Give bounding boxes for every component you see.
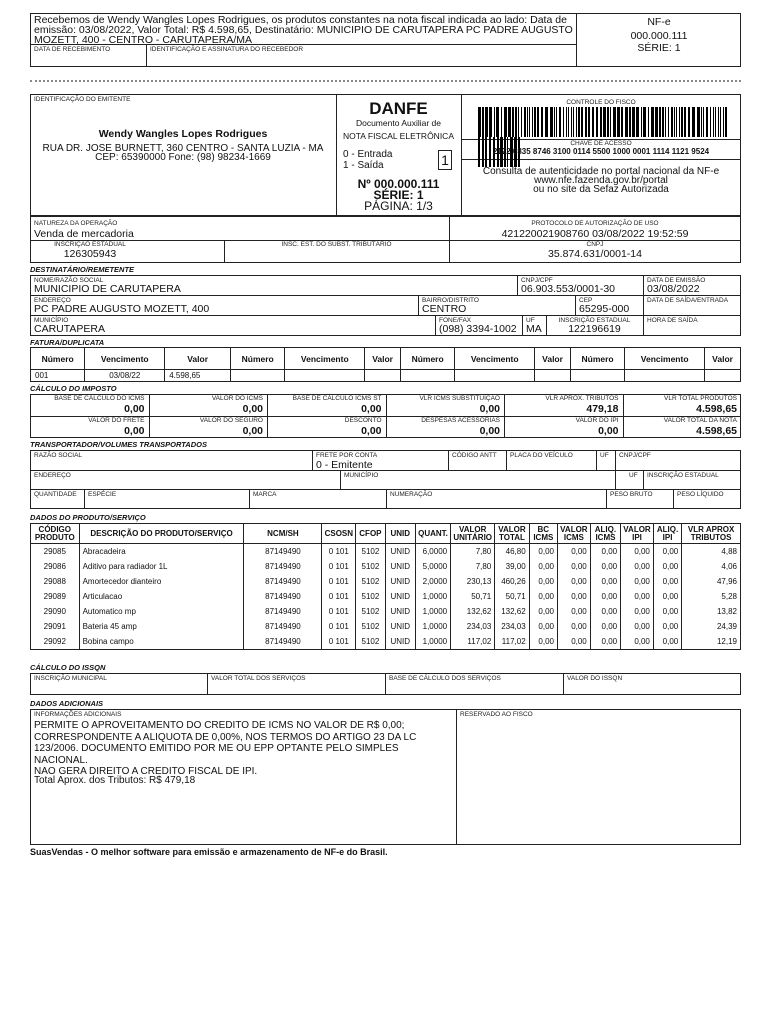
district-label: BAIRRO/DISTRITO xyxy=(422,297,479,304)
product-cell: 0,00 xyxy=(653,559,681,574)
table-row xyxy=(31,559,741,574)
product-cell: 7,80 xyxy=(451,544,495,560)
product-cell: 0,00 xyxy=(590,604,620,619)
tax-label: BASE DE CÁLCULO DO ICMS xyxy=(54,395,145,402)
product-cell: 0 101 xyxy=(322,589,356,604)
product-cell: 5,28 xyxy=(682,589,741,604)
recipient-section-title: DESTINATÁRIO/REMETENTE xyxy=(30,265,135,274)
product-cell: 4,88 xyxy=(682,544,741,560)
product-cell: 0 101 xyxy=(322,634,356,650)
product-cell: 0,00 xyxy=(621,574,654,589)
product-cell: 5102 xyxy=(356,574,385,589)
phone-label: FONE/FAX xyxy=(439,317,472,324)
district: CENTRO xyxy=(422,303,467,315)
plate-label: PLACA DO VEÍCULO xyxy=(510,452,573,459)
tax-label: DESPESAS ACESSÓRIAS xyxy=(421,417,500,424)
tax-value: 0,00 xyxy=(598,425,619,437)
issuer-name: Wendy Wangles Lopes Rodrigues xyxy=(98,128,268,140)
carrier-city-label: MUNICÍPIO xyxy=(344,472,379,479)
protocol-label: PROTOCOLO DE AUTORIZAÇÃO DE USO xyxy=(531,220,659,227)
product-col-header xyxy=(31,524,80,544)
cut-line xyxy=(30,80,741,82)
table-row xyxy=(31,574,741,589)
exit-date-label: DATA DE SAÍDA/ENTRADA xyxy=(647,297,729,304)
recipient-cnpj: 06.903.553/0001-30 xyxy=(521,283,616,295)
product-cell: 0,00 xyxy=(621,634,654,650)
product-cell: Amortecedor dianteiro xyxy=(79,574,244,589)
product-cell: 0,00 xyxy=(621,619,654,634)
product-col-header-line: TRIBUTOS xyxy=(690,532,732,542)
product-col-header xyxy=(322,524,356,544)
invoice-col-header: Número xyxy=(31,348,85,370)
city-label: MUNICÍPIO xyxy=(34,317,69,324)
product-cell: 50,71 xyxy=(495,589,529,604)
product-cell: 29086 xyxy=(31,559,80,574)
danfe-series: SÉRIE: 1 xyxy=(373,188,424,202)
species-label: ESPÉCIE xyxy=(88,491,117,498)
receipt-date-label: DATA DE RECEBIMENTO xyxy=(34,46,111,53)
product-cell: 87149490 xyxy=(244,634,322,650)
product-cell: 46,80 xyxy=(495,544,529,560)
cep-label: CEP xyxy=(579,297,593,304)
receiver-signature-label: IDENTIFICAÇÃO E ASSINATURA DO RECEBEDOR xyxy=(150,46,304,53)
issuer-cep-phone: CEP: 65390000 Fone: (98) 98234-1669 xyxy=(95,152,271,163)
product-col-header-line: CÓDIGO xyxy=(38,524,71,534)
product-cell: 1,0000 xyxy=(415,634,450,650)
product-col-header xyxy=(653,524,681,544)
tax-total-note: Total Aprox. dos Tributos: R$ 479,18 xyxy=(34,775,196,786)
recipient-name: MUNICIPIO DE CARUTAPERA xyxy=(34,283,181,295)
issue-date-label: DATA DE EMISSÃO xyxy=(647,277,706,284)
product-cell: 234,03 xyxy=(451,619,495,634)
product-cell: 0 101 xyxy=(322,559,356,574)
invoice-col-header: Valor xyxy=(365,348,401,370)
additional-section-title: DADOS ADICIONAIS xyxy=(30,699,104,708)
product-col-header-line: IPI xyxy=(632,532,642,542)
issqn-section-title: CÁLCULO DO ISSQN xyxy=(30,663,106,672)
state-registration-label: INSCRIÇÃO ESTADUAL xyxy=(54,241,126,248)
issuer-cnpj-label: CNPJ xyxy=(586,241,604,248)
tax-label: BASE DE CÁLCULO ICMS ST xyxy=(292,395,382,402)
product-cell: 87149490 xyxy=(244,589,322,604)
product-cell: 1,0000 xyxy=(415,619,450,634)
product-cell: 29090 xyxy=(31,604,80,619)
sefaz-text: ou no site da Sefaz Autorizada xyxy=(533,184,669,195)
recipient-ie-label: INSCRIÇÃO ESTADUAL xyxy=(558,317,631,324)
product-cell: 0,00 xyxy=(653,604,681,619)
product-cell: 5102 xyxy=(356,619,385,634)
issuer-caption: IDENTIFICAÇÃO DO EMITENTE xyxy=(34,96,131,103)
product-cell: 132,62 xyxy=(495,604,529,619)
table-row xyxy=(31,634,741,650)
danfe-page: PÁGINA: 1/3 xyxy=(364,199,433,213)
product-col-header-line: VALOR xyxy=(623,524,651,534)
auth-check-text: Consulta de autenticidade no portal nacional da NF-e xyxy=(482,166,720,177)
carrier-name-label: RAZÃO SOCIAL xyxy=(34,452,83,459)
tax-label: VLR TOTAL PRODUTOS xyxy=(664,395,737,402)
product-cell: UNID xyxy=(385,544,415,560)
access-key-barcode xyxy=(478,107,728,137)
product-col-header-line: PRODUTO xyxy=(34,532,75,542)
product-cell: 0 101 xyxy=(322,619,356,634)
product-cell: UNID xyxy=(385,634,415,650)
state-registration: 126305943 xyxy=(63,248,117,260)
product-cell: 0,00 xyxy=(590,634,620,650)
product-cell: 0 101 xyxy=(322,574,356,589)
product-col-header-line: ICMS xyxy=(595,532,616,542)
issue-date: 03/08/2022 xyxy=(647,283,700,295)
tax-value: 0,00 xyxy=(361,425,382,437)
product-col-header-line: DESCRIÇÃO DO PRODUTO/SERVIÇO xyxy=(90,528,233,538)
product-cell: 0,00 xyxy=(557,589,590,604)
recipient-name-label: NOME/RAZÃO SOCIAL xyxy=(34,277,104,284)
product-cell: 0,00 xyxy=(557,619,590,634)
product-cell: 29085 xyxy=(31,544,80,560)
product-cell: 0,00 xyxy=(590,559,620,574)
nfe-series: SÉRIE: 1 xyxy=(637,42,681,54)
product-cell: 5102 xyxy=(356,634,385,650)
issqn-value-label: VALOR DO ISSQN xyxy=(567,675,623,682)
tax-value: 0,00 xyxy=(479,403,500,415)
product-cell: 0,00 xyxy=(590,589,620,604)
product-cell: 47,96 xyxy=(682,574,741,589)
issuer-address: RUA DR. JOSE BURNETT, 360 CENTRO - SANTA LUZIA - MA xyxy=(42,143,324,154)
product-cell: 29091 xyxy=(31,619,80,634)
invoice-col-header: Valor xyxy=(165,348,231,370)
product-col-header xyxy=(529,524,557,544)
carrier-uf-label: UF xyxy=(600,452,609,459)
product-col-header xyxy=(415,524,450,544)
additional-info-line: 123/2006. DOCUMENTO EMITIDO POR ME OU EPP OPTANTE PELO SIMPLES NACIONAL. xyxy=(34,743,399,766)
product-cell: 0,00 xyxy=(529,574,557,589)
product-cell: 0,00 xyxy=(529,544,557,560)
invoice-col-header: Vencimento xyxy=(625,348,705,370)
footer-note: SuasVendas - O melhor software para emissão e armazenamento de NF-e do Brasil. xyxy=(30,847,388,857)
product-col-header-line: VALOR xyxy=(560,524,588,534)
brand-label: MARCA xyxy=(253,491,277,498)
product-cell: 132,62 xyxy=(451,604,495,619)
danfe-title: DANFE xyxy=(369,99,428,118)
product-cell: 0,00 xyxy=(621,589,654,604)
product-cell: Automatico mp xyxy=(79,604,244,619)
product-col-header-line: NCM/SH xyxy=(267,528,299,538)
recipient-cnpj-label: CNPJ/CPF xyxy=(521,277,553,284)
invoice-col-header: Vencimento xyxy=(285,348,365,370)
product-cell: 0,00 xyxy=(653,544,681,560)
product-cell: 0,00 xyxy=(557,574,590,589)
product-col-header-line: ICMS xyxy=(563,532,584,542)
product-cell: 234,03 xyxy=(495,619,529,634)
product-cell: 87149490 xyxy=(244,544,322,560)
product-cell: 5,0000 xyxy=(415,559,450,574)
danfe-number: Nº 000.000.111 xyxy=(357,177,440,191)
product-col-header-line: VALOR xyxy=(458,524,487,534)
invoice-number: 001 xyxy=(31,370,85,382)
tax-control-label: CONTROLE DO FISCO xyxy=(566,99,636,106)
antt-label: CÓDIGO ANTT xyxy=(452,452,497,459)
product-cell: 0,00 xyxy=(653,619,681,634)
carrier-ie-label: INSCRIÇÃO ESTADUAL xyxy=(647,472,719,479)
product-cell: 0,00 xyxy=(621,559,654,574)
product-cell: 0,00 xyxy=(557,604,590,619)
receipt-text: Recebemos de Wendy Wangles Lopes Rodrigues, os produtos constantes na nota fiscal indicada ao lado: Data de emissão: 03/08/2022, Valor Total: R$ 4.598,65, Destinatário: MUNICIPIO DE CARUTAPERA PC PADRE AUGUSTO MOZETT, 400 - CENTRO - CARUTAPERA/MA xyxy=(34,14,573,46)
product-col-header-line: UNID xyxy=(390,528,411,538)
danfe-subtitle-1: Documento Auxiliar de xyxy=(355,118,442,128)
product-col-header-line: VALOR xyxy=(498,524,526,534)
reserved-fisco-label: RESERVADO AO FISCO xyxy=(460,711,533,718)
additional-info-label: INFORMAÇÕES ADICIONAIS xyxy=(34,711,122,718)
cep: 65295-000 xyxy=(579,303,630,315)
product-cell: 29092 xyxy=(31,634,80,650)
product-cell: 0,00 xyxy=(529,634,557,650)
product-col-header-line: ALIQ. xyxy=(594,524,617,534)
carrier-uf2-label: UF xyxy=(629,472,638,479)
tax-value: 0,00 xyxy=(124,403,145,415)
city: CARUTAPERA xyxy=(34,323,105,335)
tax-value: 479,18 xyxy=(586,403,619,415)
product-cell: UNID xyxy=(385,619,415,634)
product-cell: 0,00 xyxy=(590,574,620,589)
invoice-col-header: Vencimento xyxy=(455,348,535,370)
product-col-header-line: UNITÁRIO xyxy=(453,532,493,542)
product-cell: 0,00 xyxy=(653,634,681,650)
product-cell: 0 101 xyxy=(322,544,356,560)
product-cell: 24,39 xyxy=(682,619,741,634)
tax-value: 0,00 xyxy=(124,425,145,437)
product-cell: UNID xyxy=(385,574,415,589)
product-cell: 0,00 xyxy=(557,634,590,650)
product-cell: 0,00 xyxy=(529,604,557,619)
product-col-header xyxy=(385,524,415,544)
product-cell: UNID xyxy=(385,589,415,604)
nfe-number: 000.000.111 xyxy=(630,30,688,42)
products-section-title: DADOS DO PRODUTO/SERVIÇO xyxy=(30,513,146,522)
product-cell: 460,26 xyxy=(495,574,529,589)
table-row xyxy=(31,589,741,604)
product-cell: 1,0000 xyxy=(415,604,450,619)
table-row xyxy=(31,544,741,560)
product-cell: 13,82 xyxy=(682,604,741,619)
product-col-header xyxy=(557,524,590,544)
product-cell: Articulacao xyxy=(79,589,244,604)
product-cell: 0,00 xyxy=(557,559,590,574)
invoice-col-header: Valor xyxy=(535,348,571,370)
product-col-header-line: VLR APROX xyxy=(687,524,735,534)
product-cell: 0,00 xyxy=(621,604,654,619)
product-cell: 1,0000 xyxy=(415,589,450,604)
freight: 0 - Emitente xyxy=(316,459,373,471)
services-base-label: BASE DE CÁLCULO DOS SERVIÇOS xyxy=(389,675,501,682)
access-key-label: CHAVE DE ACESSO xyxy=(570,140,632,147)
product-col-header-line: ICMS xyxy=(533,532,554,542)
product-cell: 6,0000 xyxy=(415,544,450,560)
carrier-section-title: TRANSPORTADOR/VOLUMES TRANSPORTADOS xyxy=(30,440,207,449)
product-col-header xyxy=(244,524,322,544)
table-row xyxy=(31,619,741,634)
services-total-label: VALOR TOTAL DOS SERVIÇOS xyxy=(211,675,306,682)
product-cell: 12,19 xyxy=(682,634,741,650)
additional-info-line: PERMITE O APROVEITAMENTO DO CREDITO DE ICMS NO VALOR DE R$ 0,00; xyxy=(34,720,405,731)
tax-value: 0,00 xyxy=(242,425,263,437)
product-col-header-line: ALIQ. xyxy=(656,524,679,534)
product-cell: 0 101 xyxy=(322,604,356,619)
product-col-header-line: TOTAL xyxy=(499,532,525,542)
product-cell: 4,06 xyxy=(682,559,741,574)
product-cell: 5102 xyxy=(356,559,385,574)
product-cell: 230,13 xyxy=(451,574,495,589)
product-cell: 0,00 xyxy=(557,544,590,560)
product-col-header-line: BC xyxy=(537,524,550,534)
product-col-header-line: CSOSN xyxy=(324,528,354,538)
product-cell: 5102 xyxy=(356,589,385,604)
tax-value: 0,00 xyxy=(361,403,382,415)
product-col-header xyxy=(356,524,385,544)
invoice-col-header: Vencimento xyxy=(85,348,165,370)
issuer-cnpj: 35.874.631/0001-14 xyxy=(547,248,642,260)
product-cell: 0,00 xyxy=(653,589,681,604)
invoice-col-header: Valor xyxy=(705,348,741,370)
product-cell: 117,02 xyxy=(495,634,529,650)
product-cell: 117,02 xyxy=(451,634,495,650)
product-cell: 87149490 xyxy=(244,574,322,589)
numbering-label: NUMERAÇÃO xyxy=(390,491,433,498)
product-cell: 0,00 xyxy=(529,619,557,634)
invoice-col-header: Número xyxy=(400,348,454,370)
net-weight-label: PESO LÍQUIDO xyxy=(677,491,724,498)
product-cell: 87149490 xyxy=(244,619,322,634)
nfe-label: NF-e xyxy=(647,16,671,28)
exit-time-label: HORA DE SAÍDA xyxy=(647,317,698,324)
tax-label: VALOR DO IPI xyxy=(575,417,619,424)
recipient-ie: 122196619 xyxy=(568,323,621,335)
product-col-header-line: IPI xyxy=(662,532,673,542)
access-key: 2122 0835 8746 3100 0114 5500 1000 0001 1114 1121 9524 xyxy=(492,147,710,156)
tax-label: VALOR DO SEGURO xyxy=(199,417,263,424)
product-cell: 29089 xyxy=(31,589,80,604)
municipal-registration-label: INSCRIÇÃO MUNICIPAL xyxy=(34,675,107,682)
product-col-header-line: QUANT. xyxy=(418,528,448,538)
operation-nature-label: NATUREZA DA OPERAÇÃO xyxy=(34,220,118,227)
freight-label: FRETE POR CONTA xyxy=(316,452,378,459)
invoice-col-header: Número xyxy=(570,348,624,370)
tax-label: VALOR DO ICMS xyxy=(211,395,263,402)
protocol-value: 421220021908760 03/08/2022 19:52:59 xyxy=(501,228,689,240)
invoice-col-header: Número xyxy=(231,348,285,370)
tax-label: VLR ICMS SUBSTITUIÇÃO xyxy=(419,395,500,402)
invoice-due-date: 03/08/22 xyxy=(85,370,165,382)
uf-label: UF xyxy=(526,317,535,324)
product-cell: 7,80 xyxy=(451,559,495,574)
invoice-section-title: FATURA/DUPLICATA xyxy=(30,338,105,347)
product-cell: 0,00 xyxy=(529,589,557,604)
product-cell: 50,71 xyxy=(451,589,495,604)
product-cell: 0,00 xyxy=(590,544,620,560)
product-cell: Aditivo para radiador 1L xyxy=(79,559,244,574)
product-col-header xyxy=(682,524,741,544)
product-cell: 5102 xyxy=(356,544,385,560)
tax-value: 0,00 xyxy=(479,425,500,437)
product-cell: 0,00 xyxy=(653,574,681,589)
products-table xyxy=(30,523,741,650)
product-cell: 87149490 xyxy=(244,604,322,619)
quantity-label: QUANTIDADE xyxy=(34,491,77,498)
exit-option: 1 - Saída xyxy=(343,160,384,171)
product-cell: 5102 xyxy=(356,604,385,619)
product-cell: 39,00 xyxy=(495,559,529,574)
product-col-header xyxy=(590,524,620,544)
tax-value: 4.598,65 xyxy=(696,425,737,437)
danfe-subtitle-2: NOTA FISCAL ELETRÔNICA xyxy=(343,131,454,141)
tax-label: DESCONTO xyxy=(344,417,382,424)
carrier-address-label: ENDEREÇO xyxy=(34,472,71,479)
product-col-header xyxy=(621,524,654,544)
gross-weight-label: PESO BRUTO xyxy=(610,491,653,498)
table-row xyxy=(31,604,741,619)
tax-label: VLR APROX. TRIBUTOS xyxy=(545,395,619,402)
additional-info-line: NAO GERA DIREITO A CREDITO FISCAL DE IPI. xyxy=(34,766,258,777)
product-col-header xyxy=(495,524,529,544)
product-col-header-line: CFOP xyxy=(359,528,382,538)
product-cell: 0,00 xyxy=(529,559,557,574)
product-cell: Bateria 45 amp xyxy=(79,619,244,634)
product-cell: UNID xyxy=(385,604,415,619)
recipient-address: PC PADRE AUGUSTO MOZETT, 400 xyxy=(34,303,210,315)
additional-info-line: CORRESPONDENTE A ALIQUOTA DE 0,00%, NOS TERMOS DO ARTIGO 23 DA LC xyxy=(34,731,417,743)
tax-label: VALOR TOTAL DA NOTA xyxy=(663,417,737,424)
phone: (098) 3394-1002 xyxy=(439,323,517,335)
product-cell: Bobina campo xyxy=(79,634,244,650)
tax-label: VALOR DO FRETE xyxy=(88,417,145,424)
product-cell: 0,00 xyxy=(590,619,620,634)
tax-value: 4.598,65 xyxy=(696,403,737,415)
product-cell: UNID xyxy=(385,559,415,574)
product-cell: Abracadeira xyxy=(79,544,244,560)
tax-value: 0,00 xyxy=(242,403,263,415)
product-cell: 87149490 xyxy=(244,559,322,574)
operation-nature: Venda de mercadoria xyxy=(34,228,134,240)
operation-type-box: 1 xyxy=(438,150,452,170)
recipient-address-label: ENDEREÇO xyxy=(34,297,71,304)
invoice-table xyxy=(30,347,741,382)
uf: MA xyxy=(526,323,542,335)
invoice-value: 4.598,65 xyxy=(165,370,231,382)
st-registration-label: INSC. EST. DO SUBST. TRIBUTÁRIO xyxy=(281,241,392,248)
product-col-header xyxy=(79,524,244,544)
tax-section-title: CÁLCULO DO IMPOSTO xyxy=(30,384,117,393)
product-col-header xyxy=(451,524,495,544)
carrier-cnpj-label: CNPJ/CPF xyxy=(619,452,651,459)
additional-info-text xyxy=(34,720,454,778)
product-cell: 29088 xyxy=(31,574,80,589)
entry-option: 0 - Entrada xyxy=(343,149,393,160)
product-cell: 0,00 xyxy=(621,544,654,560)
product-cell: 2,0000 xyxy=(415,574,450,589)
portal-link[interactable]: www.nfe.fazenda.gov.br/portal xyxy=(534,175,668,186)
